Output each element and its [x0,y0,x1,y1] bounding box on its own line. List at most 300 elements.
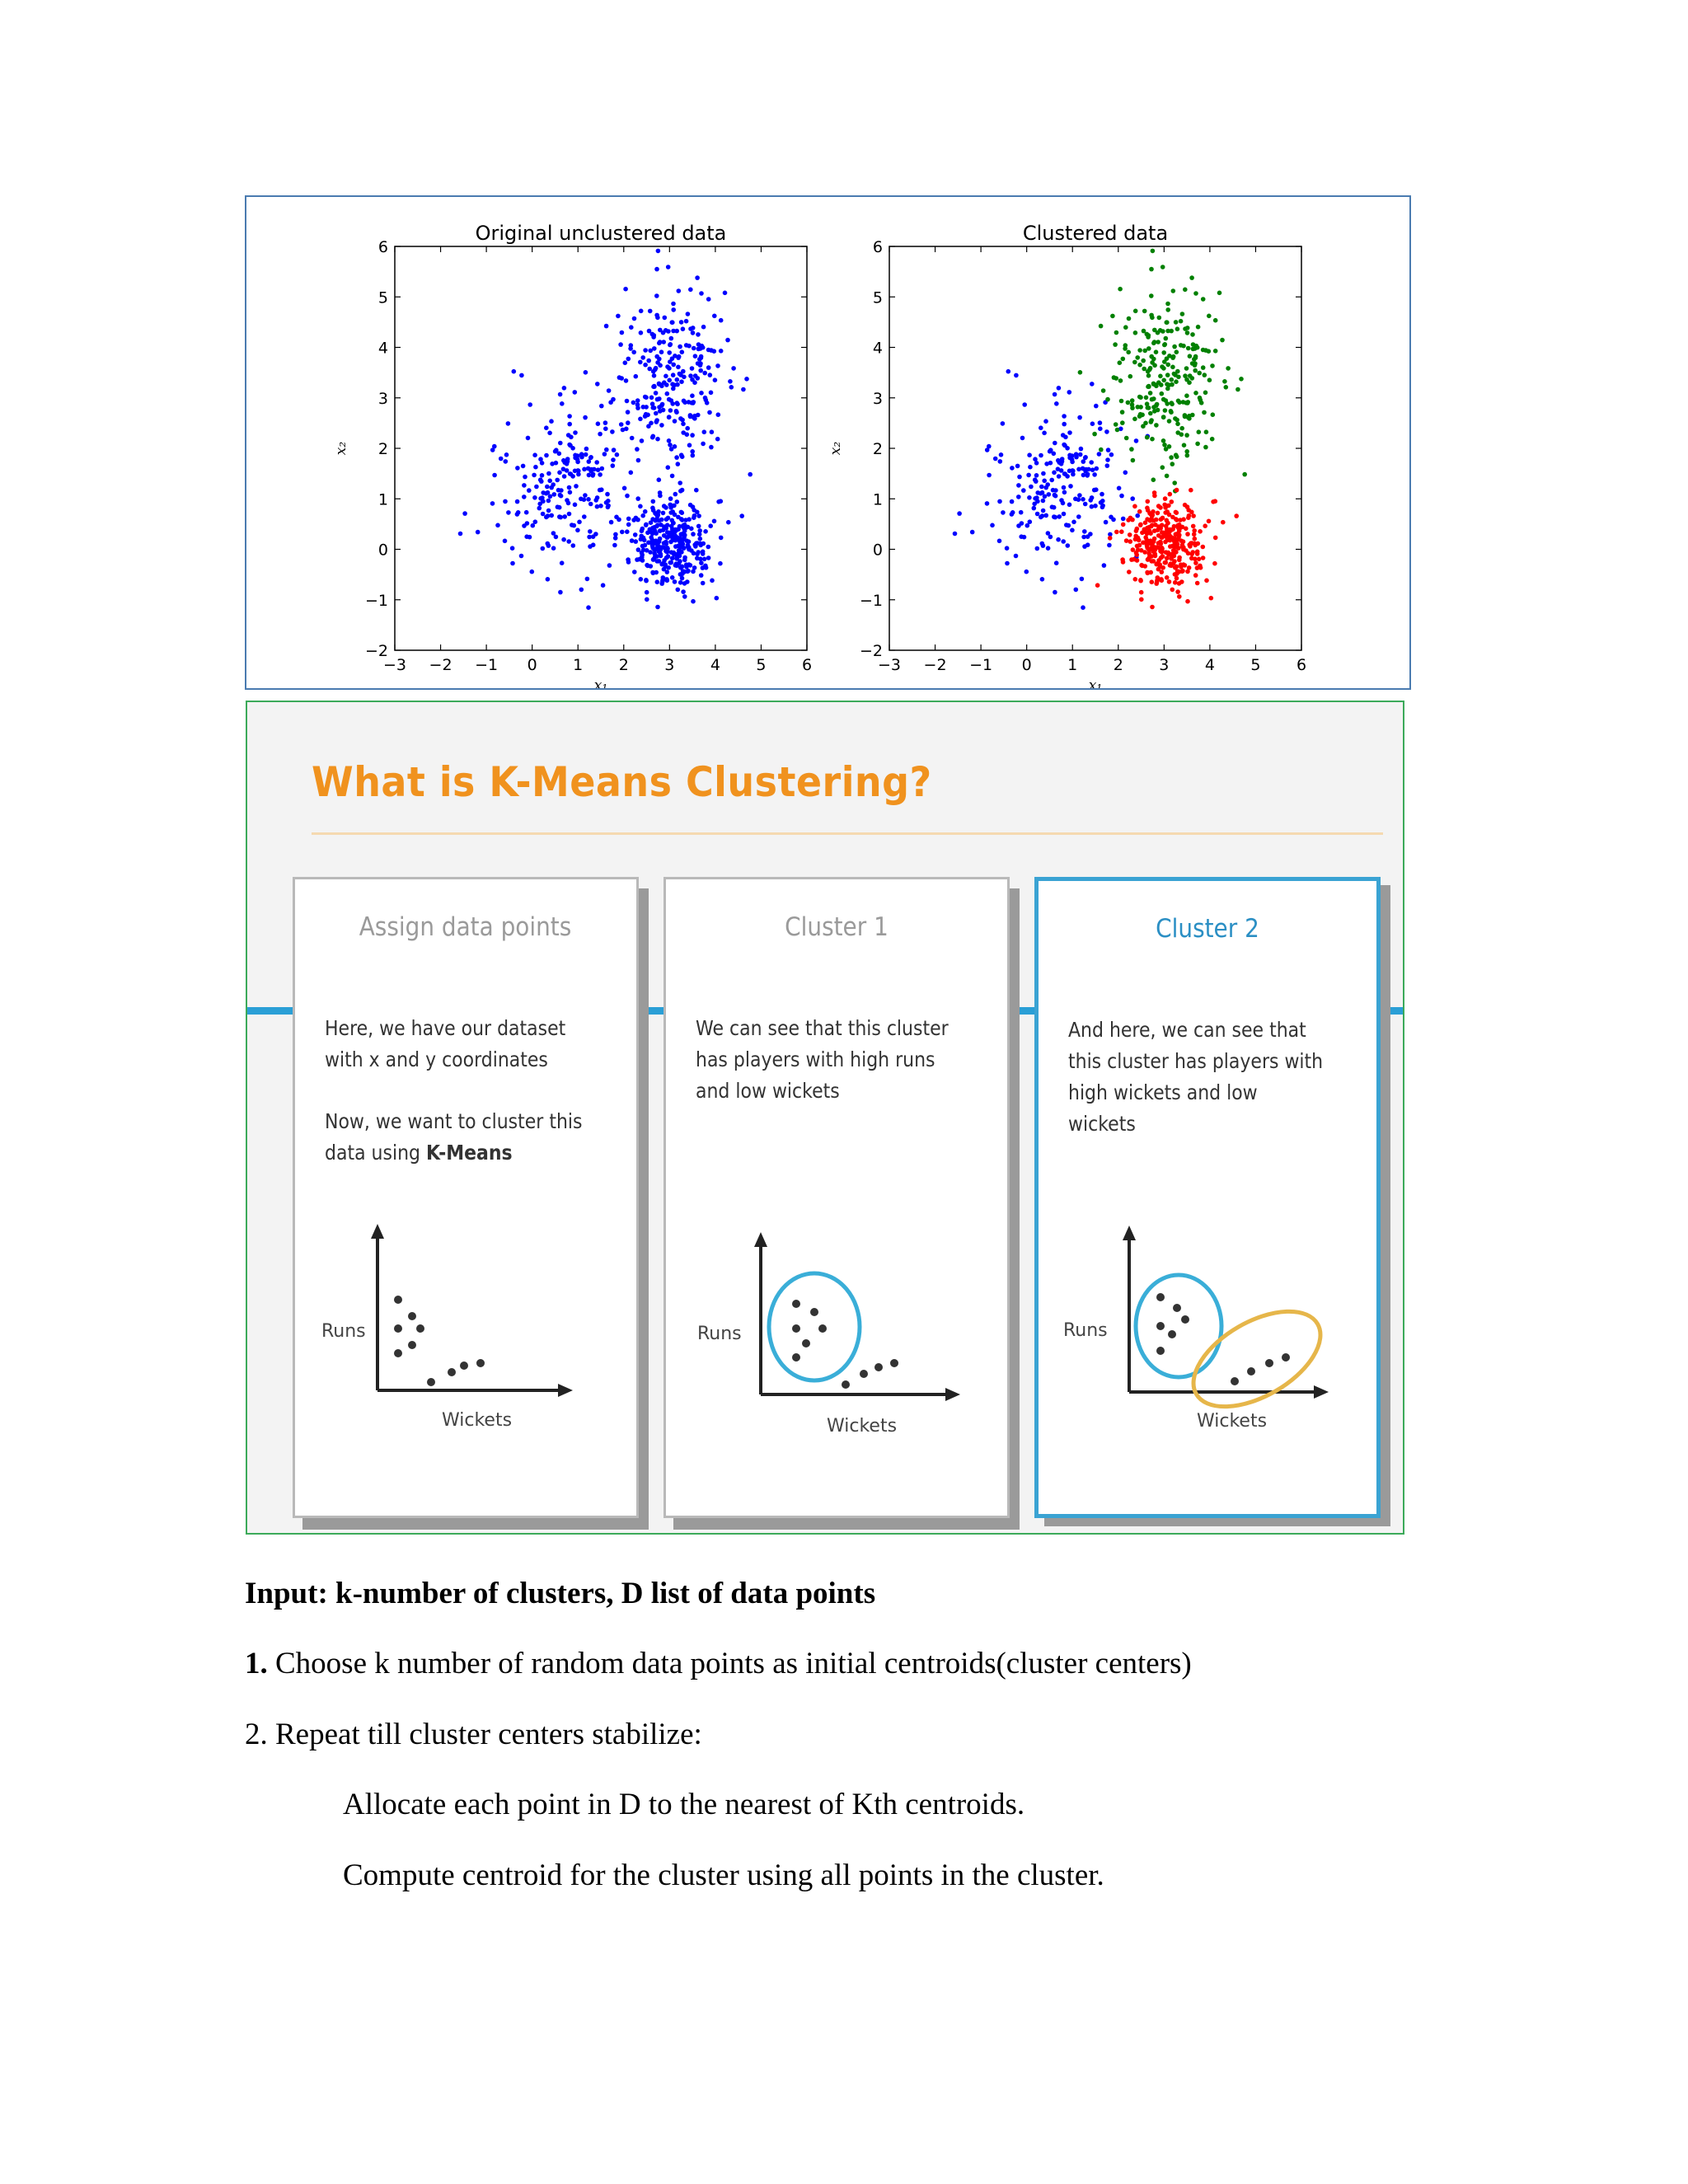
point [1247,1367,1255,1376]
data-point [546,471,551,476]
data-point [546,577,551,582]
data-point [1138,578,1143,583]
data-point [635,557,640,562]
data-point [668,560,673,565]
data-point [639,537,644,542]
data-point [640,513,645,518]
data-point [556,488,561,493]
data-point [1120,557,1125,562]
data-point [546,499,551,504]
data-point [1041,471,1046,476]
data-point [691,401,696,405]
data-point [1020,436,1025,441]
data-point [1135,355,1140,360]
data-point [666,465,671,470]
data-point [1128,374,1133,379]
data-point [1142,309,1147,314]
data-point [703,529,708,534]
data-point [674,409,679,414]
point [408,1341,416,1349]
data-point [1142,550,1147,555]
data-point [1085,473,1090,478]
data-point [557,471,562,476]
data-point [696,550,701,555]
data-point [667,366,672,371]
data-point [588,455,593,460]
data-point [692,508,696,513]
data-point [660,578,665,583]
data-point [1042,479,1047,484]
data-point [641,405,646,410]
data-point [1175,488,1179,493]
data-point [719,318,724,323]
x-tick-label: 1 [573,656,584,674]
data-point [1095,583,1100,588]
data-point [634,539,639,544]
data-point [546,541,551,546]
data-point [693,373,698,378]
data-point [1029,485,1034,490]
data-point [1039,515,1043,520]
y-label: Runs [697,1324,742,1344]
data-point [669,398,674,403]
data-point [668,408,673,413]
data-point [1109,515,1114,520]
data-point [686,312,691,316]
data-point [655,514,660,519]
data-point [678,580,683,585]
data-point [1162,359,1167,364]
x-tick-label: 0 [527,656,537,674]
data-point [554,535,559,540]
data-point [664,541,669,546]
step-1-text: Choose k number of random data points as initial centroids(cluster centers) [267,1647,1192,1680]
y-tick-label: 2 [872,440,883,458]
data-point [650,517,655,522]
data-point [1186,346,1191,351]
data-point [1131,458,1136,463]
data-point [458,532,463,537]
data-point [1120,420,1125,425]
data-point [630,436,635,441]
data-point [1043,485,1048,490]
data-point [679,452,684,457]
data-point [702,371,707,376]
data-point [566,433,571,438]
data-point [1203,523,1207,528]
data-point [1213,499,1218,504]
y-tick-label: 1 [377,490,388,509]
data-point [643,363,648,368]
data-point [1053,494,1058,499]
data-point [1170,365,1175,370]
data-point [659,403,664,408]
data-point [1179,579,1184,584]
x-tick-label: 3 [1159,656,1170,674]
data-point [1160,535,1165,540]
card-text: We can see that this cluster has players with high runs and low wickets [696,1016,949,1103]
data-point [1156,558,1161,563]
data-point [1039,491,1043,496]
data-point [1159,517,1164,522]
data-point [567,422,572,427]
data-point [684,565,689,569]
data-point [678,559,682,564]
data-point [643,543,648,548]
point [792,1324,800,1333]
data-point [598,504,603,509]
data-point [1028,465,1033,470]
data-point [666,329,671,334]
data-point [1142,527,1147,532]
plot-title: Original unclustered data [475,222,727,245]
data-point [1035,512,1040,517]
data-point [1110,314,1115,319]
data-point [651,557,656,562]
data-point [1154,562,1159,567]
data-point [593,532,598,537]
data-point [1161,415,1166,420]
data-point [678,344,682,349]
data-point [584,452,588,457]
data-point [645,598,649,602]
data-point [633,532,638,537]
data-point [675,499,680,504]
data-point [1213,349,1218,354]
data-point [1053,590,1057,595]
data-point [678,480,682,485]
data-point [1181,517,1186,522]
data-point [659,349,664,354]
data-point [652,405,657,410]
data-point [1014,554,1019,559]
data-point [1169,561,1174,566]
data-point [1193,391,1198,396]
data-point [512,369,517,374]
data-point [682,594,687,599]
data-point [1074,588,1079,593]
data-point [625,494,630,499]
data-point [1144,396,1149,401]
data-point [1132,417,1137,422]
data-point [1171,548,1176,553]
data-point [1051,488,1056,493]
data-point [699,391,704,396]
data-point [1239,377,1244,382]
data-point [591,542,596,547]
data-point [635,398,640,403]
step-1 [245,1646,1192,1681]
data-point [1109,452,1114,457]
data-point [1161,366,1166,371]
data-point [698,537,703,541]
data-point [1193,560,1198,565]
data-point [625,529,630,534]
data-point [639,309,644,314]
data-point [1185,330,1190,335]
data-point [1041,499,1046,504]
data-point [663,374,668,379]
data-point [658,340,663,344]
data-point [666,265,671,269]
data-point [618,342,623,347]
data-point [612,448,617,452]
data-point [1053,392,1057,397]
point [890,1359,898,1367]
data-point [1191,524,1196,529]
data-point [679,379,684,384]
data-point [631,350,636,355]
arrow-icon [945,1388,960,1401]
data-point [673,354,678,359]
data-point [541,512,546,517]
data-point [547,431,552,436]
arrow-icon [371,1224,384,1239]
data-point [1133,330,1138,335]
x-tick-label: 0 [1021,656,1032,674]
data-point [1159,577,1164,582]
data-point [649,535,654,540]
data-point [1143,535,1148,540]
data-point [1167,513,1172,518]
data-point [544,453,549,458]
data-point [1203,373,1207,377]
y-tick-label: 5 [377,288,388,307]
data-point [670,320,675,325]
data-point [1078,452,1083,457]
data-point [1133,537,1138,542]
y-tick-label: 0 [872,541,883,560]
data-point [1197,371,1202,376]
data-point [1193,573,1198,578]
data-point [658,548,663,553]
data-point [668,343,673,348]
data-point [1168,527,1173,532]
data-point [1175,565,1179,569]
data-point [1124,538,1129,543]
data-point [515,512,520,517]
data-point [1146,557,1151,562]
data-point [1179,565,1184,569]
data-point [1167,579,1172,584]
data-point [595,495,600,500]
data-point [1062,512,1067,517]
data-point [1121,523,1126,527]
data-point [1141,424,1146,429]
data-point [1149,354,1154,359]
data-point [544,425,549,430]
data-point [639,577,644,582]
data-point [651,499,656,504]
data-point [1161,531,1166,536]
data-point [1017,475,1022,480]
data-point [1146,508,1151,513]
data-point [1160,523,1165,527]
data-point [1165,556,1170,561]
data-point [579,497,584,502]
data-point [652,384,657,389]
arrow-icon [754,1232,767,1247]
data-point [680,349,685,354]
data-point [566,539,571,544]
data-point [1126,350,1131,355]
data-point [1186,508,1191,513]
data-point [1160,329,1165,334]
point [874,1363,883,1371]
data-point [603,426,608,431]
point [860,1370,868,1378]
data-point [610,429,615,434]
data-point [1165,329,1170,334]
data-point [1190,550,1195,555]
data-point [703,396,708,401]
data-point [741,387,746,392]
data-point [1077,493,1082,498]
x-tick-label: −1 [969,656,993,674]
data-point [698,361,703,366]
data-point [1185,532,1190,537]
data-point [1220,338,1225,343]
data-point [667,531,672,536]
data-point [1170,588,1175,593]
step-2: 2. Repeat till cluster centers stabilize: [245,1718,702,1751]
data-point [1197,557,1202,562]
data-point [667,415,672,420]
data-point [1033,477,1038,482]
data-point [1081,473,1086,478]
data-point [644,523,649,527]
data-point [658,537,663,541]
data-point [522,483,527,488]
data-point [687,546,692,551]
data-point [558,590,563,595]
data-point [1118,378,1123,383]
data-point [1149,293,1154,298]
data-point [1182,443,1187,448]
data-point [592,467,597,472]
data-point [697,357,702,362]
x-label: Wickets [827,1416,898,1436]
data-point [1025,569,1029,574]
data-point [510,546,515,551]
data-point [1062,490,1067,495]
data-point [629,343,634,348]
data-point [1145,332,1150,337]
data-point [1099,448,1104,452]
data-point [1198,529,1203,534]
data-point [1159,541,1164,546]
data-point [1134,438,1139,443]
data-point [524,510,529,515]
data-point [1160,391,1165,396]
data-point [957,511,962,516]
data-point [1189,275,1194,280]
data-point [1062,414,1067,419]
data-point [645,590,649,595]
data-point [1156,567,1161,572]
data-point [685,426,690,431]
data-point [1135,513,1140,518]
data-point [692,542,697,547]
data-point [533,519,538,524]
infographic-title: What is K-Means Clustering? [312,758,932,806]
point [792,1300,800,1308]
data-point [638,504,643,509]
point [1181,1315,1189,1324]
data-point [492,444,497,449]
data-point [613,536,618,541]
data-point [1148,411,1153,416]
mini-scatter [295,879,636,1516]
data-point [1155,578,1160,583]
data-point [1130,496,1135,501]
data-point [654,313,659,318]
point [476,1359,485,1367]
data-point [1211,412,1216,417]
data-point [1170,499,1175,504]
point [1231,1377,1239,1385]
data-point [1052,471,1057,476]
data-point [1107,543,1112,548]
data-point [1061,539,1066,544]
data-point [640,552,645,557]
y-tick-label: −1 [859,591,883,610]
data-point [692,346,696,351]
data-point [1139,598,1144,602]
data-point [650,332,655,337]
data-point [1201,545,1206,550]
data-point [1170,377,1175,382]
data-point [1079,447,1084,452]
data-point [653,368,658,373]
data-point [701,550,706,555]
data-point [558,441,563,446]
data-point [993,457,998,462]
data-point [645,563,649,568]
data-point [687,517,692,522]
card-cluster-1 [663,877,1010,1518]
data-point [579,588,584,593]
data-point [1170,544,1175,549]
data-point [1040,577,1045,582]
data-point [1212,561,1217,566]
data-point [662,558,667,563]
data-point [548,494,553,499]
data-point [668,359,673,364]
data-point [1032,506,1037,511]
data-point [538,496,543,501]
card-title: Cluster 1 [785,912,889,942]
data-point [1100,492,1104,497]
data-point [1179,426,1184,431]
data-point [670,474,675,479]
data-point [658,528,663,533]
data-point [1165,575,1170,580]
data-point [684,319,689,324]
point [1282,1353,1290,1361]
data-point [1054,401,1059,406]
data-point [653,528,658,533]
x-tick-label: −3 [382,656,407,674]
data-point [582,514,587,519]
data-point [1152,490,1157,495]
data-point [706,555,711,560]
data-point [568,490,573,495]
data-point [725,338,730,343]
data-point [640,355,645,360]
data-point [1175,326,1180,331]
data-point [663,505,668,510]
